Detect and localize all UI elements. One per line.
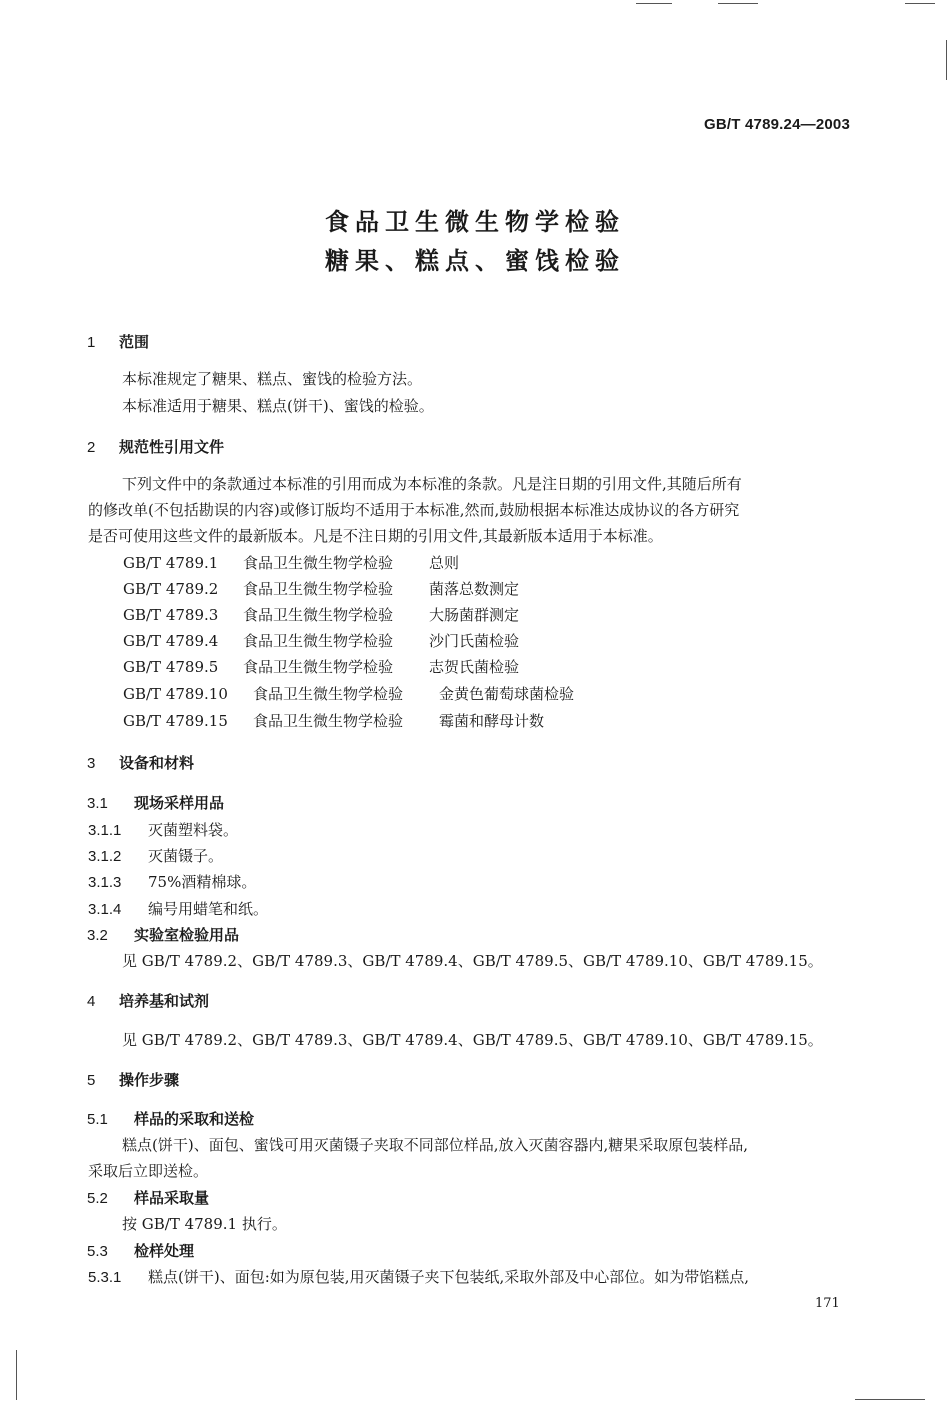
reference-name: 食品卫生微生物学检验 (253, 685, 404, 703)
standard-code: GB/T 4789.24—2003 (704, 116, 850, 133)
reference-item (123, 630, 519, 651)
scan-mark-top (718, 3, 758, 4)
paragraph: 按 GB/T 4789.1 执行。 (122, 1215, 287, 1233)
reference-name: 食品卫生微生物学检验 (243, 632, 394, 650)
reference-code: GB/T 4789.1 (123, 554, 219, 572)
scan-mark-bottom (855, 1399, 925, 1400)
paragraph: 见 GB/T 4789.2、GB/T 4789.3、GB/T 4789.4、GB/T 4789.5、GB/T 4789.10、GB/T 4789.15。 (122, 1031, 823, 1049)
reference-item (123, 578, 519, 599)
section-title: 样品采取量 (134, 1189, 210, 1207)
reference-subtitle: 金黄色葡萄球菌检验 (439, 685, 575, 703)
reference-name: 食品卫生微生物学检验 (243, 554, 394, 572)
reference-code: GB/T 4789.3 (123, 606, 219, 624)
page-number: 171 (815, 1296, 840, 1311)
paragraph: 下列文件中的条款通过本标准的引用而成为本标准的条款。凡是注日期的引用文件,其随后所有 (122, 475, 742, 493)
reference-code: GB/T 4789.15 (123, 712, 228, 730)
section-number: 3.2 (87, 927, 108, 944)
section-number: 1 (87, 334, 96, 351)
section-title: 检样处理 (134, 1242, 195, 1260)
section-heading-1 (87, 331, 149, 352)
document-subtitle: 糖果、糕点、蜜饯检验 (325, 247, 625, 275)
subsection-heading-5-3 (87, 1240, 194, 1261)
reference-subtitle: 沙门氏菌检验 (429, 632, 520, 650)
reference-item (123, 552, 459, 573)
scan-mark-left (16, 1350, 17, 1400)
item-text: 糕点(饼干)、面包:如为原包装,用灭菌镊子夹下包装纸,采取外部及中心部位。如为带馅糕点, (148, 1268, 750, 1286)
section-number: 5.1 (87, 1111, 108, 1128)
list-item (88, 1266, 749, 1287)
reference-item (123, 710, 544, 731)
paragraph: 糕点(饼干)、面包、蜜饯可用灭菌镊子夹取不同部位样品,放入灭菌容器内,糖果采取原包装样品, (122, 1136, 749, 1154)
item-text: 75%酒精棉球。 (148, 873, 257, 891)
scan-mark-right (946, 40, 947, 80)
section-title: 规范性引用文件 (119, 438, 225, 456)
section-title: 培养基和试剂 (119, 992, 210, 1010)
section-number: 5.2 (87, 1190, 108, 1207)
section-title: 设备和材料 (119, 754, 195, 772)
item-text: 灭菌塑料袋。 (148, 821, 239, 839)
section-title: 现场采样用品 (134, 794, 225, 812)
reference-code: GB/T 4789.4 (123, 632, 219, 650)
reference-subtitle: 霉菌和酵母计数 (439, 712, 545, 730)
subsection-heading-5-2 (87, 1187, 209, 1208)
reference-name: 食品卫生微生物学检验 (243, 658, 394, 676)
section-title: 实验室检验用品 (134, 926, 240, 944)
section-number: 5 (87, 1072, 96, 1089)
section-title: 范围 (119, 333, 150, 351)
paragraph: 的修改单(不包括勘误的内容)或修订版均不适用于本标准,然而,鼓励根据本标准达成协议的各方研究 (88, 501, 740, 519)
section-number: 3 (87, 755, 96, 772)
reference-item (123, 656, 519, 677)
section-number: 5.3 (87, 1243, 108, 1260)
list-item (88, 898, 268, 919)
paragraph: 见 GB/T 4789.2、GB/T 4789.3、GB/T 4789.4、GB/T 4789.5、GB/T 4789.10、GB/T 4789.15。 (122, 952, 823, 970)
list-item (88, 871, 256, 892)
paragraph: 采取后立即送检。 (88, 1162, 209, 1180)
item-number: 3.1.4 (88, 901, 122, 918)
item-text: 编号用蜡笔和纸。 (148, 900, 269, 918)
scan-mark-top (905, 3, 935, 4)
list-item (88, 819, 238, 840)
reference-code: GB/T 4789.2 (123, 580, 219, 598)
item-number: 5.3.1 (88, 1269, 122, 1286)
reference-code: GB/T 4789.10 (123, 685, 228, 703)
reference-name: 食品卫生微生物学检验 (243, 606, 394, 624)
reference-item (123, 604, 519, 625)
reference-subtitle: 志贺氏菌检验 (429, 658, 520, 676)
reference-item (123, 683, 574, 704)
document-title: 食品卫生微生物学检验 (325, 208, 625, 236)
section-title: 样品的采取和送检 (134, 1110, 255, 1128)
paragraph: 本标准规定了糖果、糕点、蜜饯的检验方法。 (122, 370, 423, 388)
reference-subtitle: 总则 (429, 554, 460, 572)
section-title: 操作步骤 (119, 1071, 180, 1089)
subsection-heading-3-1 (87, 792, 224, 813)
section-heading-3 (87, 752, 194, 773)
subsection-heading-3-2 (87, 924, 239, 945)
reference-subtitle: 菌落总数测定 (429, 580, 520, 598)
item-number: 3.1.2 (88, 848, 122, 865)
list-item (88, 845, 223, 866)
scan-mark-top (636, 3, 672, 4)
item-text: 灭菌镊子。 (148, 847, 224, 865)
item-number: 3.1.1 (88, 822, 122, 839)
reference-subtitle: 大肠菌群测定 (429, 606, 520, 624)
section-number: 4 (87, 993, 96, 1010)
section-heading-5 (87, 1069, 179, 1090)
item-number: 3.1.3 (88, 874, 122, 891)
section-number: 2 (87, 439, 96, 456)
reference-name: 食品卫生微生物学检验 (253, 712, 404, 730)
paragraph: 本标准适用于糖果、糕点(饼干)、蜜饯的检验。 (122, 397, 434, 415)
section-heading-2 (87, 436, 224, 457)
section-number: 3.1 (87, 795, 108, 812)
section-heading-4 (87, 990, 209, 1011)
reference-code: GB/T 4789.5 (123, 658, 219, 676)
subsection-heading-5-1 (87, 1108, 254, 1129)
reference-name: 食品卫生微生物学检验 (243, 580, 394, 598)
paragraph: 是否可使用这些文件的最新版本。凡是不注日期的引用文件,其最新版本适用于本标准。 (88, 527, 663, 545)
